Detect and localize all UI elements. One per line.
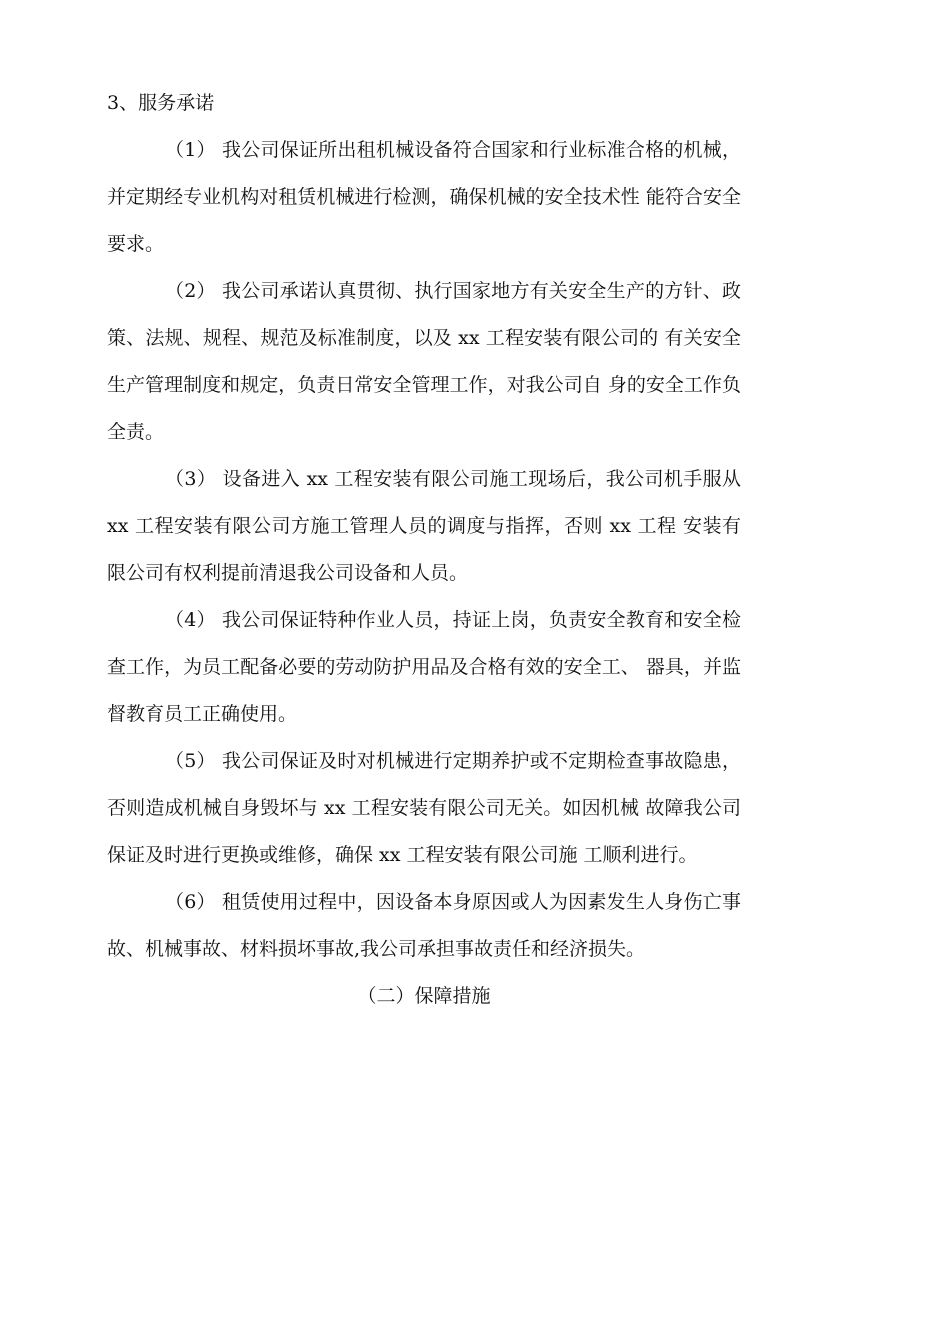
commitment-paragraph-6: （6） 租赁使用过程中，因设备本身原因或人为因素发生人身伤亡事故、机械事故、材料损坏事故,我公司承担事故责任和经济损失。 xyxy=(107,891,741,960)
commitment-paragraph-2: （2） 我公司承诺认真贯彻、执行国家地方有关安全生产的方针、政策、法规、规程、规范及标准制度，以及 xx 工程安装有限公司的 有关安全生产管理制度和规定，负责日常安全管理工作，对我公司自 身的安全工作负全责。 xyxy=(107,280,741,443)
section-heading: 3、服务承诺 xyxy=(107,92,215,114)
commitment-paragraph-1: （1） 我公司保证所出租机械设备符合国家和行业标准合格的机械，并定期经专业机构对租赁机械进行检测，确保机械的安全技术性 能符合安全要求。 xyxy=(107,139,741,255)
document-body xyxy=(107,80,741,1020)
commitment-paragraph-3: （3） 设备进入 xx 工程安装有限公司施工现场后，我公司机手服从 xx 工程安装有限公司方施工管理人员的调度与指挥，否则 xx 工程 安装有限公司有权利提前清退我公司设备和人员。 xyxy=(107,468,741,584)
subsection-heading: （二）保障措施 xyxy=(357,985,491,1007)
commitment-paragraph-4: （4） 我公司保证特种作业人员，持证上岗，负责安全教育和安全检查工作，为员工配备必要的劳动防护用品及合格有效的安全工、 器具，并监督教育员工正确使用。 xyxy=(107,609,741,725)
commitment-paragraph-5: （5） 我公司保证及时对机械进行定期养护或不定期检查事故隐患，否则造成机械自身毁坏与 xx 工程安装有限公司无关。如因机械 故障我公司保证及时进行更换或维修，确保 xx 工程安装有限公司施 工顺利进行。 xyxy=(107,750,741,866)
